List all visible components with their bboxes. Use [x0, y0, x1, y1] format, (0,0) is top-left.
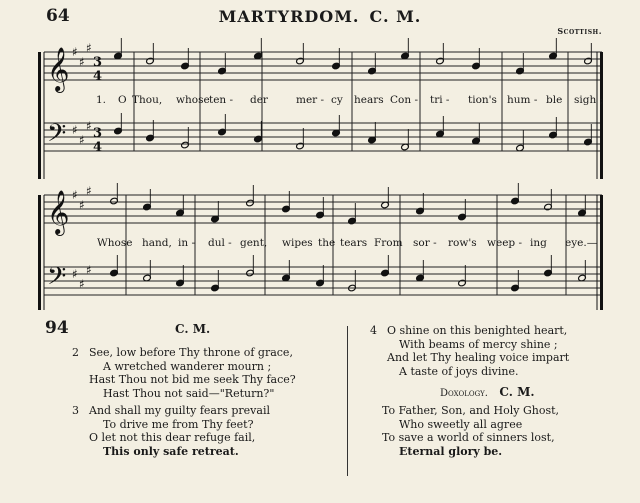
sharp-icon: ♯ — [86, 41, 92, 55]
tune-name: MARTYRDOM. — [218, 7, 360, 26]
hymn-number: 94 — [45, 318, 69, 338]
time-signature-top: 3 — [93, 126, 103, 141]
doxology-label: Doxology. — [440, 388, 488, 399]
verse-4-line-3: And let Thy healing voice impart — [387, 351, 570, 364]
lyric-syllable: tears — [340, 237, 368, 249]
verse-2-line-3: Hast Thou not bid me seek Thy face? — [89, 373, 296, 386]
lyric-syllable: row's — [448, 237, 477, 249]
sharp-icon: ♯ — [72, 45, 78, 59]
sharp-icon: ♯ — [86, 263, 92, 277]
doxology-line-2: Who sweetly all agree — [399, 418, 523, 431]
lyric-syllable: tri - — [430, 94, 450, 106]
verse-2-number: 2 — [72, 346, 79, 359]
sharp-icon: ♯ — [86, 119, 92, 133]
lyric-syllable: gent, — [240, 237, 268, 249]
column-divider — [347, 326, 348, 476]
sharp-icon: ♯ — [79, 133, 85, 147]
bass-clef-icon: 𝄢 — [47, 119, 67, 154]
verse-4-line-1: O shine on this benighted heart, — [387, 324, 568, 337]
time-signature-bottom: 4 — [93, 69, 103, 84]
verse-3-line-3: O let not this dear refuge fail, — [89, 431, 256, 444]
sharp-icon: ♯ — [72, 267, 78, 281]
treble-clef-icon: 𝄞 — [47, 47, 70, 91]
verse-3-number: 3 — [72, 404, 79, 417]
lyric-syllable: hum - — [507, 94, 538, 106]
lyric-syllable: ble — [546, 94, 563, 106]
composer-credit: Scottish. — [557, 26, 602, 36]
hymn-meter: C. M. — [175, 322, 211, 336]
sharp-icon: ♯ — [79, 198, 85, 212]
doxology-line-3: To save a world of sinners lost, — [382, 431, 555, 444]
sharp-icon: ♯ — [86, 184, 92, 198]
sharp-icon: ♯ — [72, 123, 78, 137]
lyric-syllable: hand, — [142, 237, 172, 249]
lyric-syllable: mer - — [296, 94, 325, 106]
lyric-syllable: O — [118, 94, 127, 106]
lyric-syllable: tion's — [468, 94, 497, 106]
final-barline-thick — [600, 52, 603, 179]
verse-2-line-4: Hast Thou not said—"Return?" — [103, 387, 275, 400]
doxology-line-4: Eternal glory be. — [399, 445, 503, 458]
verse-4-number: 4 — [370, 324, 377, 337]
verse-3-line-1: And shall my guilty fears prevail — [89, 404, 270, 417]
sharp-icon: ♯ — [79, 277, 85, 291]
lyric-syllable: Con - — [390, 94, 419, 106]
lyric-syllable: Whose — [97, 237, 133, 249]
lyric-syllable: hears — [354, 94, 384, 106]
verse-4-line-4: A taste of joys divine. — [399, 365, 519, 378]
lyric-syllable: dul - — [208, 237, 232, 249]
doxology-heading — [440, 385, 535, 399]
page-number: 64 — [46, 6, 70, 26]
lyric-syllable: cy — [331, 94, 343, 106]
lyric-syllable: in - — [178, 237, 196, 249]
lyric-syllable: wipes — [282, 237, 313, 249]
doxology-line-1: To Father, Son, and Holy Ghost, — [382, 404, 560, 417]
system-bracket — [38, 52, 41, 179]
verse-2-line-1: See, low before Thy throne of grace, — [89, 346, 293, 359]
verse-4-line-2: With beams of mercy shine ; — [399, 338, 558, 351]
tune-meter: C. M. — [369, 7, 422, 26]
lyric-syllable: der — [250, 94, 268, 106]
verse-3-line-4: This only safe retreat. — [103, 445, 239, 458]
lyric-syllable: whose — [176, 94, 210, 106]
lyric-syllable: eye.— — [565, 237, 598, 249]
verse-3-line-2: To drive me from Thy feet? — [103, 418, 254, 431]
lyric-syllable: Thou, — [132, 94, 163, 106]
lyric-syllable: sigh ; — [574, 94, 604, 106]
lyric-syllable: ten - — [209, 94, 234, 106]
lyric-syllable: sor - — [413, 237, 437, 249]
doxology-meter: C. M. — [499, 385, 535, 399]
lyric-syllable: 1. — [96, 94, 107, 106]
treble-clef-icon: 𝄞 — [47, 190, 70, 234]
bass-clef-icon: 𝄢 — [47, 262, 67, 297]
final-barline-thick — [600, 195, 603, 310]
time-signature-bottom: 4 — [93, 140, 103, 155]
lyric-syllable: weep - — [487, 237, 523, 249]
lyric-syllable: the — [318, 237, 336, 249]
system-bracket — [38, 195, 41, 310]
lyric-syllable: From — [374, 237, 403, 249]
sharp-icon: ♯ — [72, 188, 78, 202]
sharp-icon: ♯ — [79, 55, 85, 69]
lyric-syllable: ing — [530, 237, 547, 249]
time-signature-top: 3 — [93, 55, 103, 70]
verse-2-line-2: A wretched wanderer mourn ; — [103, 360, 272, 373]
